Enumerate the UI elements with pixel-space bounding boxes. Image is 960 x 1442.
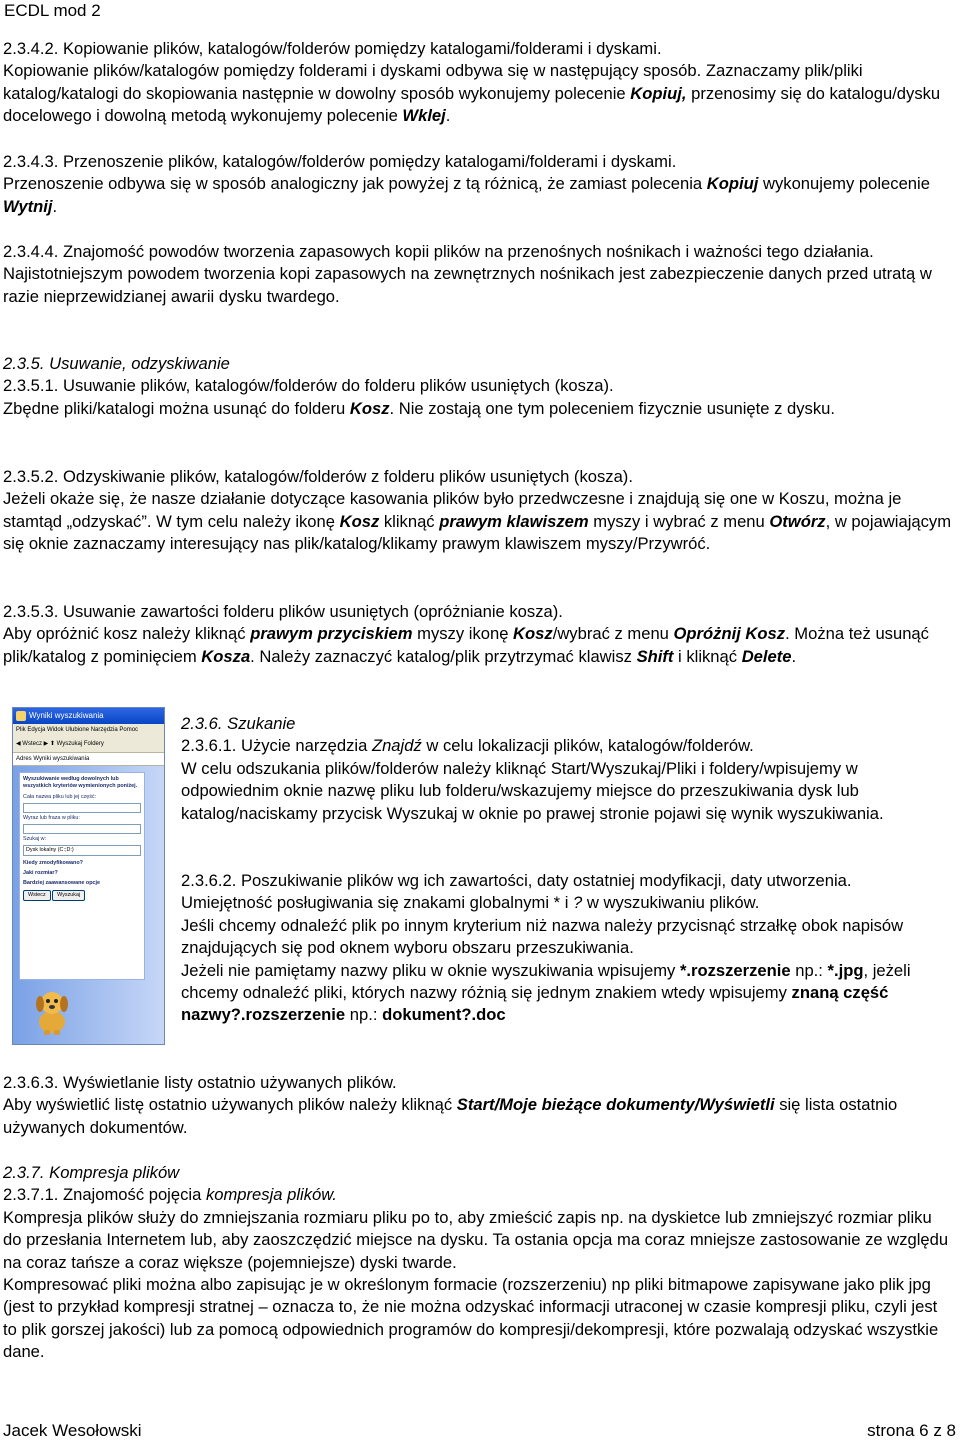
- when-modified-option: Kiedy zmodyfikowano?: [23, 860, 83, 866]
- section-2-3-5: [3, 353, 953, 420]
- section-body: Aby wyświetlić listę ostatnio używanych plików należy kliknąć Start/Moje bieżące dokumenty/Wyświetli się lista ostatnio używanych dokumentów.: [3, 1095, 898, 1137]
- section-body: Jeżeli nie pamiętamy nazwy pliku w oknie wyszukiwania wpisujemy *.rozszerzenie np.: *.jpg, jeżeli chcemy odnaleźć pliki, których nazwy różnią się jednym znakiem wtedy wpisujemy znaną część nazwy?.rozszerzenie np.: dokument?.doc: [181, 960, 911, 1025]
- section-body: Aby opróżnić kosz należy kliknąć prawym przyciskiem myszy ikonę Kosz/wybrać z menu Opróżnij Kosz. Można też usunąć plik/katalog z pominięciem Kosza. Należy zaznaczyć katalog/plik przytrzymać klawisz Shift i kliknąć Delete.: [3, 624, 929, 666]
- section-title: 2.3.4.2. Kopiowanie plików, katalogów/folderów pomiędzy katalogami/folderami i dyskami.: [3, 39, 662, 58]
- section-body: Przenoszenie odbywa się w sposób analogiczny jak powyżej z tą różnicą, że zamiast polecenia Kopiuj wykonujemy polecenie Wytnij.: [3, 174, 930, 216]
- section-2-3-4-4: [3, 241, 953, 308]
- section-title: 2.3.5.1. Usuwanie plików, katalogów/folderów do folderu plików usuniętych (kosza).: [3, 376, 614, 396]
- what-size-option: Jaki rozmiar?: [23, 870, 58, 876]
- search-window-screenshot: [12, 707, 165, 1045]
- look-in-label: Szukaj w:: [23, 836, 47, 842]
- section-title: 2.3.5.3. Usuwanie zawartości folderu plików usuniętych (opróżnianie kosza).: [3, 602, 563, 621]
- window-toolbar: ◀ Wstecz ▶ ⬆ Wyszukaj Foldery: [13, 736, 164, 753]
- window-address-bar: Adres Wyniki wyszukiwania: [13, 753, 164, 766]
- section-2-3-6-3: [3, 1072, 953, 1139]
- page-header: ECDL mod 2: [4, 1, 101, 20]
- search-companion-pane: [13, 766, 164, 1044]
- section-body: Najistotniejszym powodem tworzenia kopi zapasowych na zewnętrznych nośnikach jest zabezpieczenie danych przed utratą w razie nieprzewidzianej awarii dysku twardego.: [3, 264, 932, 306]
- search-dog-icon: [31, 986, 73, 1036]
- section-heading: 2.3.6. Szukanie: [181, 714, 296, 733]
- section-heading: 2.3.5. Usuwanie, odzyskiwanie: [3, 354, 230, 373]
- section-2-3-5-2: [3, 466, 953, 556]
- back-button: Wstecz: [23, 890, 51, 901]
- look-in-select: Dysk lokalny (C:;D:): [23, 845, 141, 856]
- footer-author: Jacek Wesołowski: [3, 1421, 142, 1440]
- section-title: 2.3.6.2. Poszukiwanie plików wg ich zawartości, daty ostatniej modyfikacji, daty utworzenia. Umiejętność posługiwania się znakami globalnymi * i ? w wyszukiwaniu plików.: [181, 871, 852, 913]
- filename-field: [23, 803, 141, 813]
- phrase-field: [23, 824, 141, 834]
- phrase-label: Wyraz lub fraza w pliku:: [23, 815, 80, 821]
- footer-page-number: strona 6 z 8: [867, 1421, 956, 1440]
- section-2-3-6-2: [181, 870, 941, 1027]
- section-title: 2.3.5.2. Odzyskiwanie plików, katalogów/folderów z folderu plików usuniętych (kosza).: [3, 467, 633, 486]
- section-title: 2.3.6.1. Użycie narzędzia Znajdź w celu lokalizacji plików, katalogów/folderów.: [181, 736, 754, 756]
- section-heading: 2.3.7. Kompresja plików: [3, 1163, 180, 1182]
- filename-label: Cała nazwa pliku lub jej część:: [23, 794, 97, 800]
- search-button: Wyszukaj: [52, 890, 85, 901]
- section-title: 2.3.4.3. Przenoszenie plików, katalogów/folderów pomiędzy katalogami/folderami i dyskami.: [3, 152, 677, 171]
- section-body: Zbędne pliki/katalogi można usunąć do folderu Kosz. Nie zostają one tym poleceniem fizycznie usunięte z dysku.: [3, 398, 835, 418]
- section-body: Kompresować pliki można albo zapisując je w określonym formacie (rozszerzeniu) np pliki bitmapowe zapisywane jako plik jpg (jest to przykład kompresji stratnej – oznacza to, że nie można odzyskać informacji utraconej w czasie kompresji pliku, czyli jest to plik gorszej jakości) lub za pomocą odpowiednich programów do kompresji/dekompresji, które pozwalają odzyskać wszystkie dane.: [3, 1275, 939, 1362]
- search-form: [19, 772, 145, 980]
- window-menubar: Plik Edycja Widok Ulubione Narzędzia Pomoc: [13, 724, 164, 736]
- section-2-3-5-3: [3, 601, 953, 668]
- section-body: Kopiowanie plików/katalogów pomiędzy folderami i dyskami odbywa się w następujący sposób. Zaznaczamy plik/pliki katalog/katalogi do skopiowania następnie w dowolny sposób wykonujemy polecenie Kopiuj, przenosimy się do katalogu/dysku docelowego i dowolną metodą wykonujemy polecenie Wklej.: [3, 61, 941, 126]
- section-2-3-4-3: [3, 151, 953, 218]
- section-2-3-6: [181, 713, 941, 825]
- section-body: Jeśli chcemy odnaleźć plik po innym kryterium niż nazwa należy przycisnąć strzałkę obok napisów znajdujących się pod oknem wyboru obszaru przeszukiwania.: [181, 915, 904, 958]
- section-2-3-4-2: [3, 38, 953, 128]
- section-title: 2.3.4.4. Znajomość powodów tworzenia zapasowych kopii plików na przenośnych nośnikach i ważności tego działania.: [3, 242, 874, 261]
- section-title: 2.3.7.1. Znajomość pojęcia kompresja plików.: [3, 1185, 337, 1205]
- window-titlebar: Wyniki wyszukiwania: [13, 708, 164, 724]
- search-folder-icon: [16, 711, 26, 721]
- section-body: W celu odszukania plików/folderów należy kliknąć Start/Wyszukaj/Pliki i foldery/wpisujemy w odpowiednim oknie nazwę pliku lub folderu/wskazujemy miejsce do przeszukiwania dysk lub katalog/naciskamy przycisk Wyszukaj w oknie po prawej stronie pojawi się wynik wyszukiwania.: [181, 758, 884, 823]
- section-title: 2.3.6.3. Wyświetlanie listy ostatnio używanych plików.: [3, 1073, 397, 1092]
- section-body: Jeżeli okaże się, że nasze działanie dotyczące kasowania plików było przedwczesne i znajdują się one w Koszu, można je stamtąd „odzyskać”. W tym celu należy ikonę Kosz kliknąć prawym klawiszem myszy i wybrać z menu Otwórz, w pojawiającym się oknie zaznaczamy interesujący nas plik/katalog/klikamy prawym klawiszem myszy/Przywróć.: [3, 489, 952, 554]
- advanced-options: Bardziej zaawansowane opcje: [23, 880, 100, 886]
- section-2-3-7: [3, 1162, 953, 1364]
- search-form-intro: Wyszukiwanie według dowolnych lub wszystkich kryteriów wymienionych poniżej.: [23, 776, 138, 789]
- section-body: Kompresja plików służy do zmniejszania rozmiaru pliku po to, aby zmieścić zapis np. na dyskietce lub zmniejszyć rozmiar pliku do przesłania Internetem lub, aby zaoszczędzić miejsce na dysku. Ta ostania opcja ma coraz mniejsze zastosowanie ze względu na coraz tańsze a coraz większe (pojemniejsze) dyski twarde.: [3, 1207, 949, 1272]
